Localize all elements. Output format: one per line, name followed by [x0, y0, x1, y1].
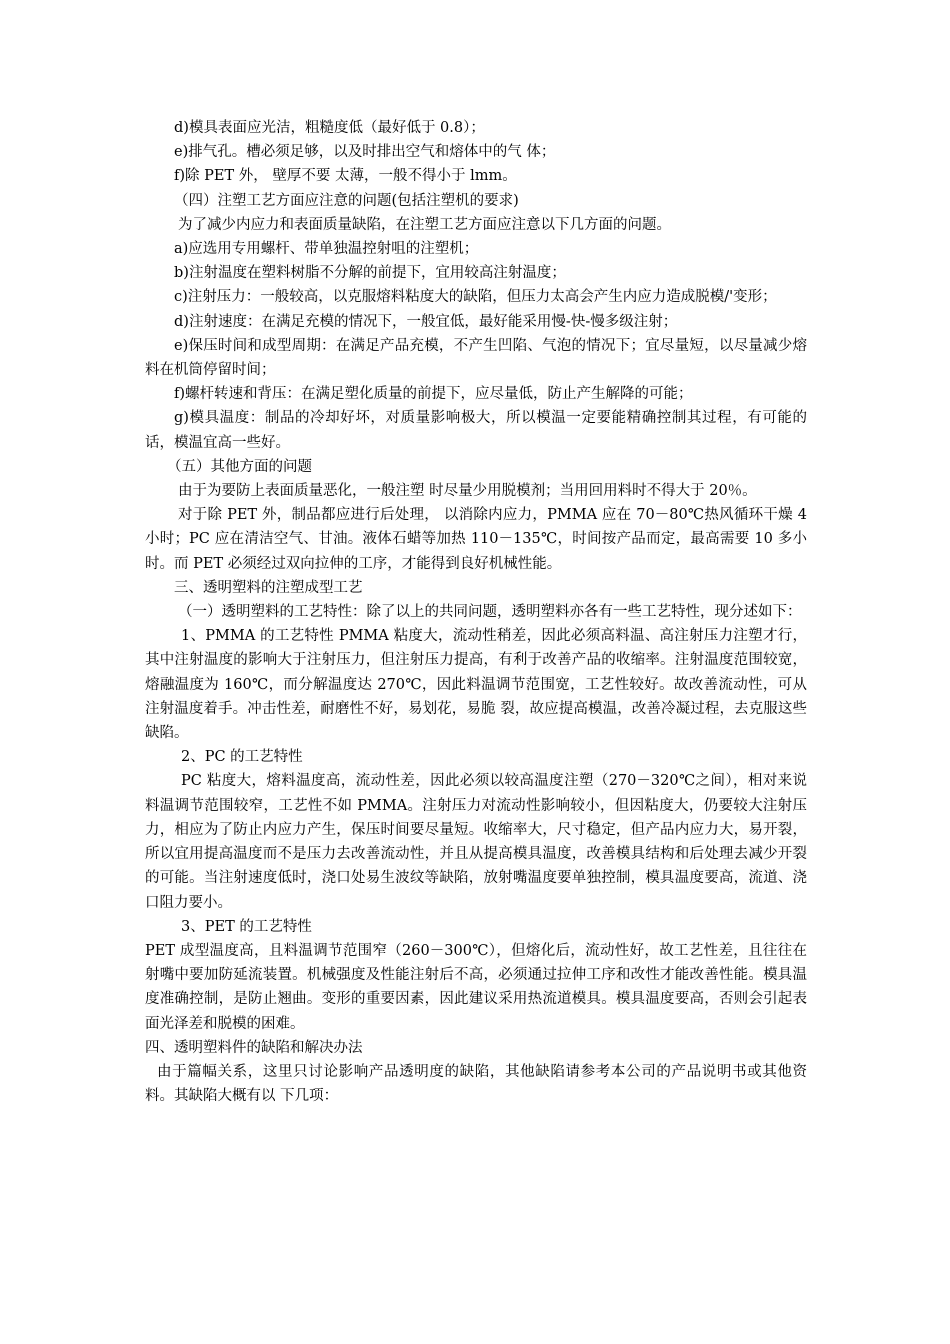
- paragraph: （一）透明塑料的工艺特性：除了以上的共同问题，透明塑料亦各有一些工艺特性，现分述如下：: [178, 604, 802, 621]
- paragraph: d)模具表面应光洁，粗糙度低（最好低于 0.8）；: [174, 120, 485, 136]
- section-heading: （五）其他方面的问题: [167, 458, 312, 475]
- paragraph: 为了减少内应力和表面质量缺陷，在注塑工艺方面应注意以下几方面的问题。: [178, 216, 671, 233]
- section-heading: 四、透明塑料件的缺陷和解决办法: [145, 1039, 363, 1056]
- paragraph: 对于除 PET 外，制品都应进行后处理， 以消除内应力，PMMA 应在 70－80℃热风循环干燥 4 小时；PC 应在清洁空气、甘油。液体石蜡等加热 110－135℃，时间按产品而定，最高需要 10 多小时。而 PET 必须经过双向拉伸的工序，才能得到良好机械性能。: [145, 507, 807, 572]
- subsection-heading: 3、PET 的工艺特性: [181, 918, 312, 935]
- section-heading: （四）注塑工艺方面应注意的问题(包括注塑机的要求): [174, 192, 519, 209]
- paragraph: 1、PMMA 的工艺特性 PMMA 粘度大，流动性稍差，因此必须高料温、高注射压力注塑才行，其中注射温度的影响大于注射压力，但注射压力提高，有利于改善产品的收缩率。注射温度范围较宽，熔融温度为 160℃，而分解温度达 270℃，因此料温调节范围宽，工艺性较好。故改善流动性，可从注射温度着手。冲击性差，耐磨性不好，易划花，易脆 裂，故应提高模温，改善冷凝过程，去克服这些缺陷。: [145, 628, 807, 742]
- document-body: [145, 116, 807, 1108]
- paragraph: 由于篇幅关系，这里只讨论影响产品透明度的缺陷，其他缺陷请参考本公司的产品说明书或其他资料。其缺陷大概有以 下几项：: [145, 1063, 807, 1105]
- paragraph: f)除 PET 外， 壁厚不要 太薄，一般不得小于 lmm。: [174, 168, 517, 185]
- paragraph: g)模具温度：制品的冷却好坏，对质量影响极大，所以模温一定要能精确控制其过程，有可能的话，模温宜高一些好。: [145, 410, 807, 451]
- paragraph: e)保压时间和成型周期：在满足产品充模，不产生凹陷、气泡的情况下；宜尽量短，以尽量减少熔料在机筒停留时间；: [145, 337, 807, 379]
- paragraph: e)排气孔。槽必须足够，以及时排出空气和熔体中的气 体；: [174, 144, 556, 161]
- paragraph: b)注射温度在塑料树脂不分解的前提下，宜用较高注射温度；: [174, 265, 566, 282]
- paragraph: f)螺杆转速和背压：在满足塑化质量的前提下，应尽量低，防止产生解降的可能；: [174, 386, 693, 403]
- paragraph: PC 粘度大，熔料温度高，流动性差，因此必须以较高温度注塑（270－320℃之间），相对来说料温调节范围较窄，工艺性不如 PMMA。注射压力对流动性影响较小，但因粘度大，仍要较大注射压力，相应为了防止内应力产生，保压时间要尽量短。收缩率大，尺寸稳定，但产品内应力大，易开裂，所以宜用提高温度而不是压力去改善流动性，并且从提高模具温度，改善模具结构和后处理去减少开裂的可能。当注射速度低时，浇口处易生波纹等缺陷，放射嘴温度要单独控制，模具温度要高，流道、浇口阻力要小。: [145, 773, 807, 911]
- paragraph: 由于为要防上表面质量恶化，一般注塑 时尽量少用脱模剂；当用回用料时不得大于 20％。: [178, 483, 757, 500]
- subsection-heading: 2、PC 的工艺特性: [181, 749, 303, 766]
- paragraph: c)注射压力：一般较高，以克服熔料粘度大的缺陷，但压力太高会产生内应力造成脱模/'变形；: [174, 289, 777, 306]
- section-heading: 三、透明塑料的注塑成型工艺: [174, 579, 363, 596]
- paragraph: PET 成型温度高，且料温调节范围窄（260－300℃），但熔化后，流动性好，故工艺性差，且往往在射嘴中要加防延流装置。机械强度及性能注射后不高，必须通过拉伸工序和改性才能改善性能。模具温度准确控制，是防止翘曲。变形的重要因素，因此建议采用热流道模具。模具温度要高，否则会引起表面光泽差和脱模的困难。: [145, 942, 807, 1032]
- paragraph: d)注射速度：在满足充模的情况下，一般宜低，最好能采用慢-快-慢多级注射；: [174, 313, 678, 330]
- paragraph: a)应选用专用螺杆、带单独温控射咀的注塑机；: [174, 241, 479, 258]
